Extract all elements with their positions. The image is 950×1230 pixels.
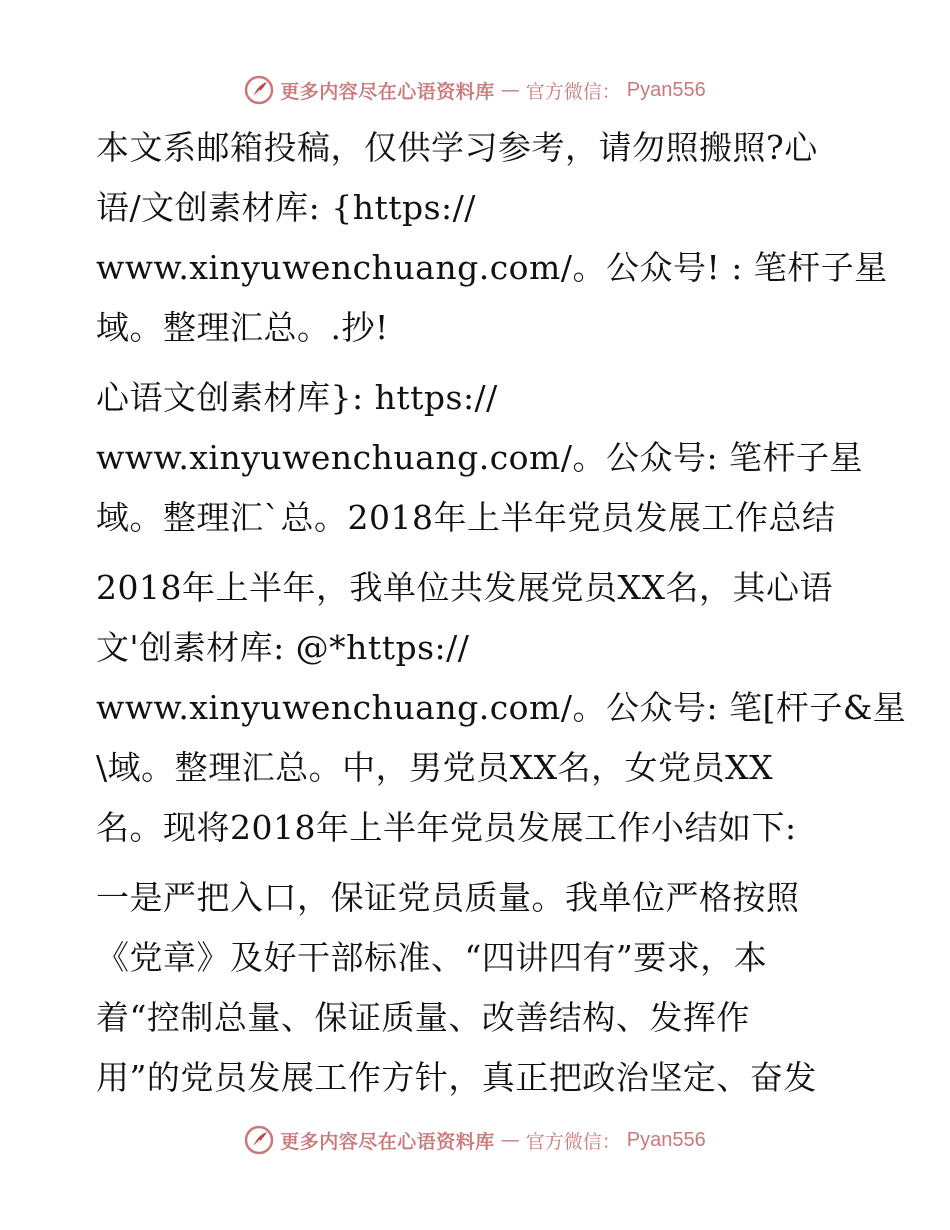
paragraph-1: [96, 118, 888, 358]
text-line: 着“控制总量、保证质量、改善结构、发挥作: [96, 998, 750, 1037]
text-line: www.xinyuwenchuang.com/。公众号: 笔杆子星: [96, 438, 864, 477]
paragraph-3: [96, 558, 907, 858]
watermark-separator: —: [500, 1129, 520, 1151]
document-body: [96, 118, 907, 1108]
feather-logo-icon: [244, 1125, 274, 1155]
text-line: 用”的党员发展工作方针，真正把政治坚定、奋发: [96, 1058, 817, 1097]
text-line: www.xinyuwenchuang.com/。公众号! : 笔杆子星: [96, 248, 888, 287]
header-watermark: [0, 72, 950, 108]
paragraph-4: [96, 868, 856, 1108]
text-line: 心语文创素材库}: https://: [96, 378, 498, 417]
watermark-wechat-id: Pyan556: [626, 1128, 706, 1151]
watermark-site-text: 更多内容尽在心语资料库: [280, 1130, 495, 1153]
text-line: 一是严把入口，保证党员质量。我单位严格按照: [96, 878, 800, 917]
watermark-wechat-label: 官方微信：: [525, 1130, 621, 1153]
text-line: 本文系邮箱投稿，仅供学习参考，请勿照搬照?心: [96, 128, 818, 167]
text-line: 语/文创素材库: {https://: [96, 188, 476, 227]
text-line: 域。整理汇`总。2018年上半年党员发展工作总结: [96, 498, 836, 537]
footer-watermark: [0, 1122, 950, 1158]
watermark-wechat-id: Pyan556: [626, 78, 706, 101]
text-line: 文'创素材库: @*https://: [96, 628, 470, 667]
text-line: 《党章》及好干部标准、“四讲四有”要求，本: [96, 938, 768, 977]
text-line: 名。现将2018年上半年党员发展工作小结如下:: [96, 808, 797, 847]
text-line: www.xinyuwenchuang.com/。公众号: 笔[杆子&星: [96, 688, 907, 727]
text-line: \域。整理汇总。中，男党员XX名，女党员XX: [96, 748, 774, 787]
paragraph-2: [96, 368, 864, 548]
text-line: 2018年上半年，我单位共发展党员XX名，其心语: [96, 568, 833, 607]
watermark-wechat-label: 官方微信：: [525, 80, 621, 103]
watermark-site-text: 更多内容尽在心语资料库: [280, 80, 495, 103]
feather-logo-icon: [244, 75, 274, 105]
watermark-separator: —: [500, 79, 520, 101]
text-line: 域。整理汇总。.抄!: [96, 308, 389, 347]
